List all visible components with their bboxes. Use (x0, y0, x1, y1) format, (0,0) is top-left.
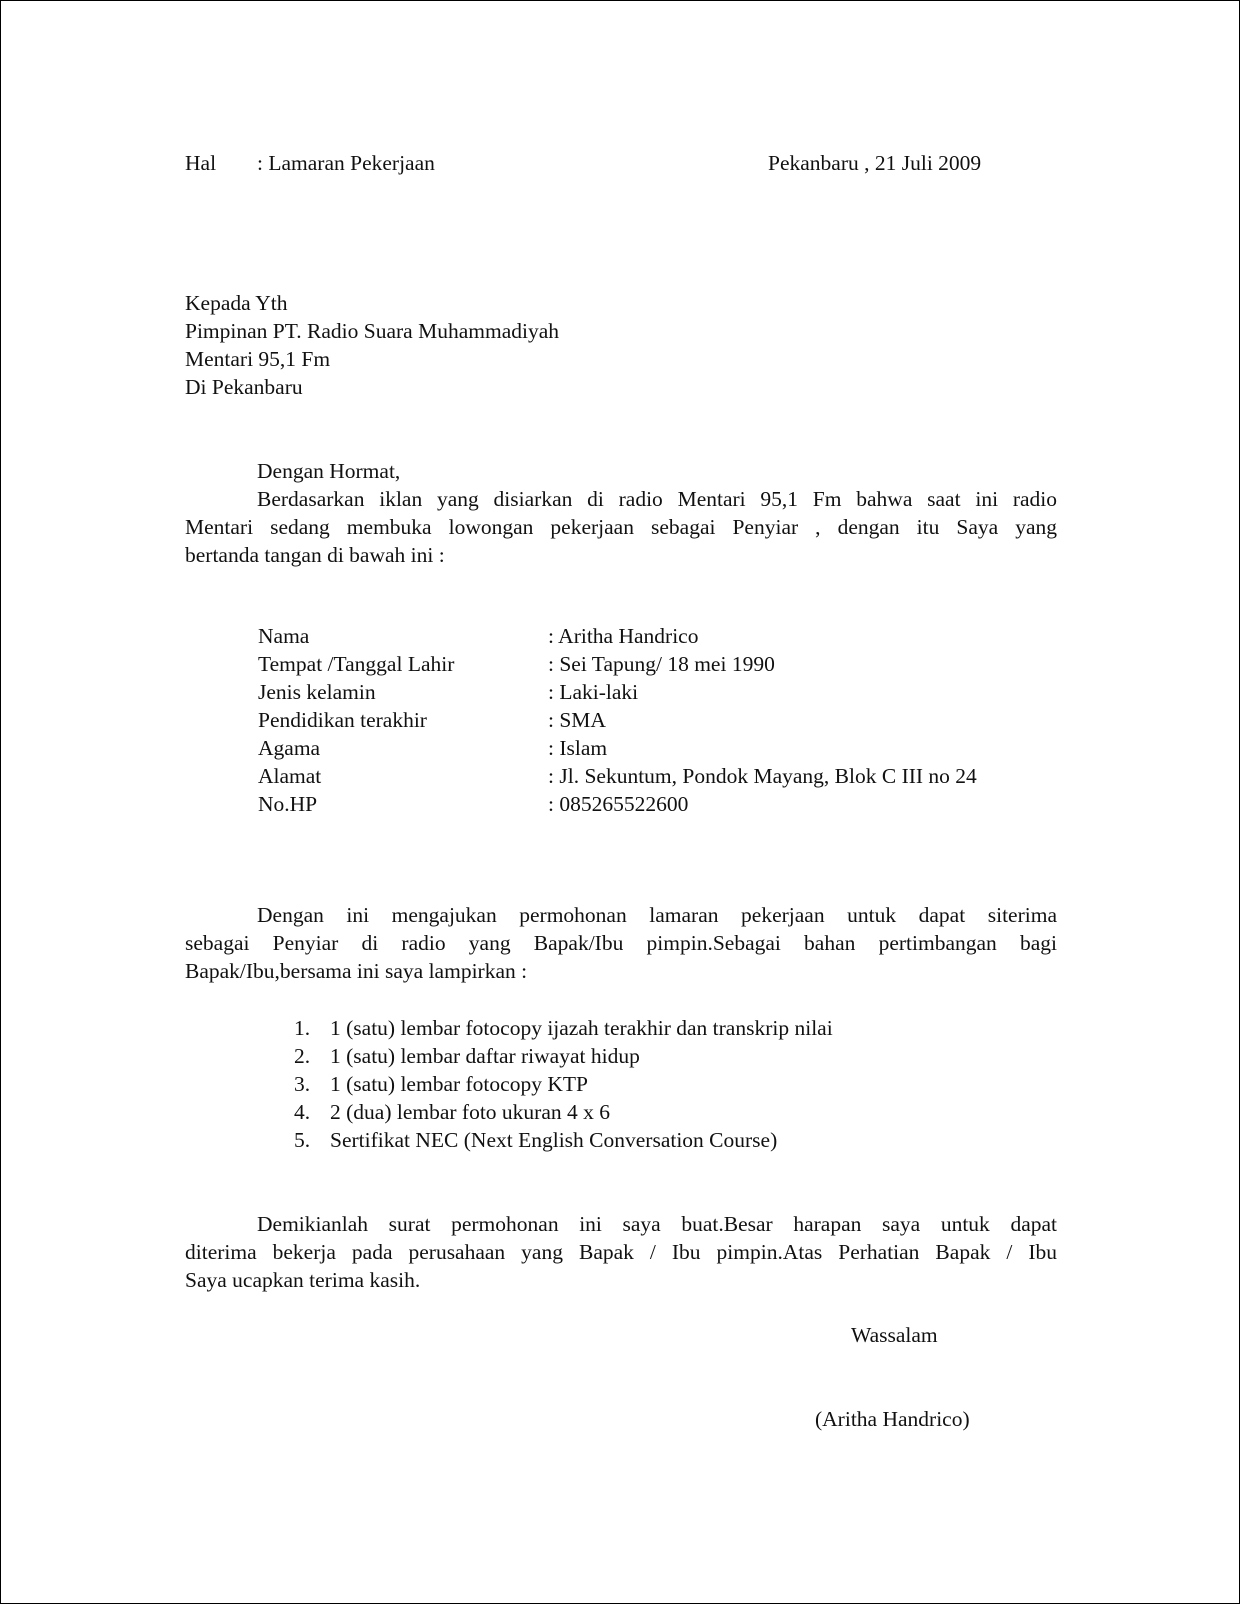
list-number: 3. (294, 1072, 311, 1096)
detail-label: Agama (258, 736, 321, 760)
detail-label: Jenis kelamin (258, 680, 376, 704)
request-line-2: sebagai Penyiar di radio yang Bapak/Ibu pimpin.Sebagai bahan pertimbangan bagi (185, 931, 1057, 955)
detail-value: : SMA (548, 708, 606, 732)
closing-salutation: Wassalam (851, 1323, 938, 1347)
signatory-name: (Aritha Handrico) (815, 1407, 970, 1431)
intro-line-2: Mentari sedang membuka lowongan pekerjaan sebagai Penyiar , dengan itu Saya yang (185, 515, 1057, 539)
recipient-line-2: Pimpinan PT. Radio Suara Muhammadiyah (185, 319, 560, 343)
detail-label: Nama (258, 624, 310, 648)
intro-line-1: Berdasarkan iklan yang disiarkan di radio Mentari 95,1 Fm bahwa saat ini radio (257, 487, 1057, 511)
closing-line-3: Saya ucapkan terima kasih. (185, 1268, 421, 1292)
detail-value: : Jl. Sekuntum, Pondok Mayang, Blok C III no 24 (548, 764, 977, 788)
detail-label: Pendidikan terakhir (258, 708, 427, 732)
detail-label: No.HP (258, 792, 318, 816)
detail-value: : Islam (548, 736, 608, 760)
detail-label: Alamat (258, 764, 322, 788)
list-text: 1 (satu) lembar fotocopy ijazah terakhir dan transkrip nilai (330, 1016, 833, 1040)
closing-line-2: diterima bekerja pada perusahaan yang Bapak / Ibu pimpin.Atas Perhatian Bapak / Ibu (185, 1240, 1057, 1264)
detail-value: : Sei Tapung/ 18 mei 1990 (548, 652, 775, 676)
subject-value: : Lamaran Pekerjaan (257, 151, 435, 175)
recipient-line-1: Kepada Yth (185, 291, 288, 315)
list-number: 1. (294, 1016, 311, 1040)
detail-value: : Aritha Handrico (548, 624, 699, 648)
list-text: Sertifikat NEC (Next English Conversation Course) (330, 1128, 778, 1152)
recipient-line-4: Di Pekanbaru (185, 375, 303, 399)
closing-line-1: Demikianlah surat permohonan ini saya buat.Besar harapan saya untuk dapat (257, 1212, 1057, 1236)
intro-line-3: bertanda tangan di bawah ini : (185, 543, 445, 567)
detail-value: : Laki-laki (548, 680, 639, 704)
list-number: 2. (294, 1044, 311, 1068)
list-text: 2 (dua) lembar foto ukuran 4 x 6 (330, 1100, 611, 1124)
recipient-line-3: Mentari 95,1 Fm (185, 347, 331, 371)
list-text: 1 (satu) lembar daftar riwayat hidup (330, 1044, 640, 1068)
place-date: Pekanbaru , 21 Juli 2009 (768, 151, 982, 175)
request-line-1: Dengan ini mengajukan permohonan lamaran pekerjaan untuk dapat siterima (257, 903, 1057, 927)
detail-label: Tempat /Tanggal Lahir (258, 652, 455, 676)
greeting: Dengan Hormat, (257, 459, 401, 483)
list-number: 5. (294, 1128, 311, 1152)
request-line-3: Bapak/Ibu,bersama ini saya lampirkan : (185, 959, 528, 983)
list-text: 1 (satu) lembar fotocopy KTP (330, 1072, 588, 1096)
subject-label: Hal (185, 151, 217, 175)
list-number: 4. (294, 1100, 311, 1124)
detail-value: : 085265522600 (548, 792, 689, 816)
